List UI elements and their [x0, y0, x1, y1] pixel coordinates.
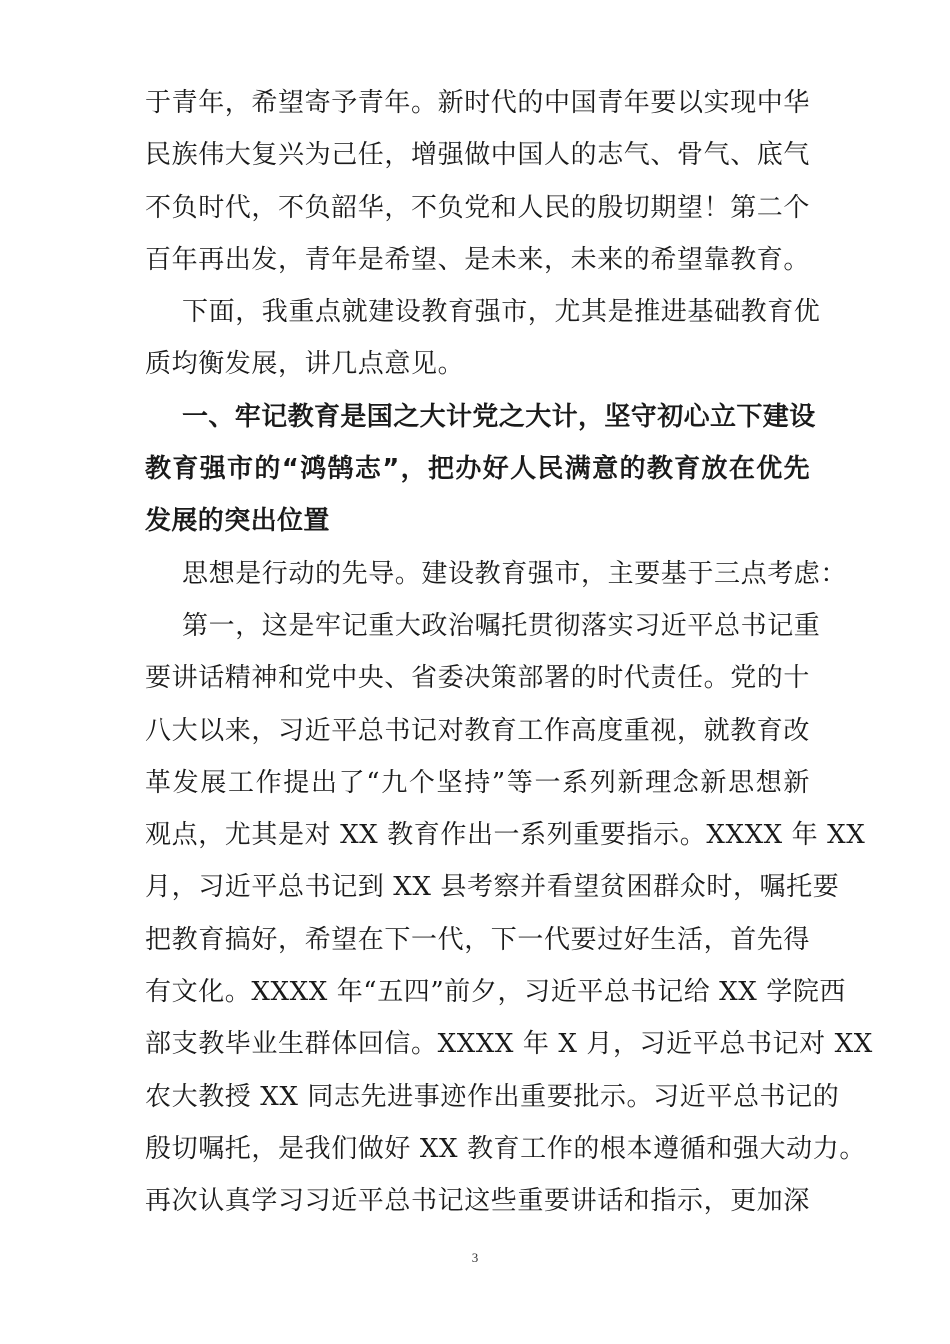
paragraph-line: 民族伟大复兴为己任，增强做中国人的志气、骨气、底气	[145, 140, 811, 171]
paragraph-line: 八大以来，习近平总书记对教育工作高度重视，就教育改	[145, 715, 811, 746]
paragraph-line: 再次认真学习习近平总书记这些重要讲话和指示，更加深	[145, 1186, 811, 1217]
paragraph-line: 革发展工作提出了“九个坚持”等一系列新理念新思想新	[145, 767, 810, 798]
paragraph-line: 月，习近平总书记到 XX 县考察并看望贫困群众时，嘱托要	[145, 872, 840, 903]
paragraph-line: 思想是行动的先导。建设教育强市，主要基于三点考虑：	[182, 558, 848, 589]
paragraph-line: 把教育搞好，希望在下一代，下一代要过好生活，首先得	[145, 924, 811, 955]
paragraph-line: 部支教毕业生群体回信。XXXX 年 X 月，习近平总书记对 XX	[145, 1029, 873, 1060]
paragraph-line: 第一，这是牢记重大政治嘱托贯彻落实习近平总书记重	[182, 610, 821, 641]
paragraph-line: 于青年，希望寄予青年。新时代的中国青年要以实现中华	[145, 88, 811, 118]
paragraph-line: 质均衡发展，讲几点意见。	[145, 349, 465, 380]
page-number: 3	[471, 1250, 479, 1265]
paragraph-line: 观点，尤其是对 XX 教育作出一系列重要指示。XXXX 年 XX	[145, 820, 866, 851]
section-heading-line: 一、牢记教育是国之大计党之大计，坚守初心立下建设	[182, 401, 816, 432]
paragraph-line: 农大教授 XX 同志先进事迹作出重要批示。习近平总书记的	[145, 1081, 840, 1112]
paragraph-line: 百年再出发，青年是希望、是未来，未来的希望靠教育。	[145, 244, 811, 275]
body-text	[145, 77, 873, 1228]
paragraph-line: 要讲话精神和党中央、省委决策部署的时代责任。党的十	[145, 663, 811, 694]
paragraph-line: 不负时代，不负韶华，不负党和人民的殷切期望！第二个	[145, 192, 811, 223]
section-heading-line: 教育强市的“鸿鹄志”，把办好人民满意的教育放在优先	[145, 454, 810, 485]
section-heading-line: 发展的突出位置	[145, 506, 330, 537]
paragraph-line: 有文化。XXXX 年“五四”前夕，习近平总书记给 XX 学院西	[145, 977, 847, 1008]
paragraph-line: 殷切嘱托，是我们做好 XX 教育工作的根本遵循和强大动力。	[145, 1133, 866, 1164]
paragraph-line: 下面，我重点就建设教育强市，尤其是推进基础教育优	[182, 297, 821, 328]
